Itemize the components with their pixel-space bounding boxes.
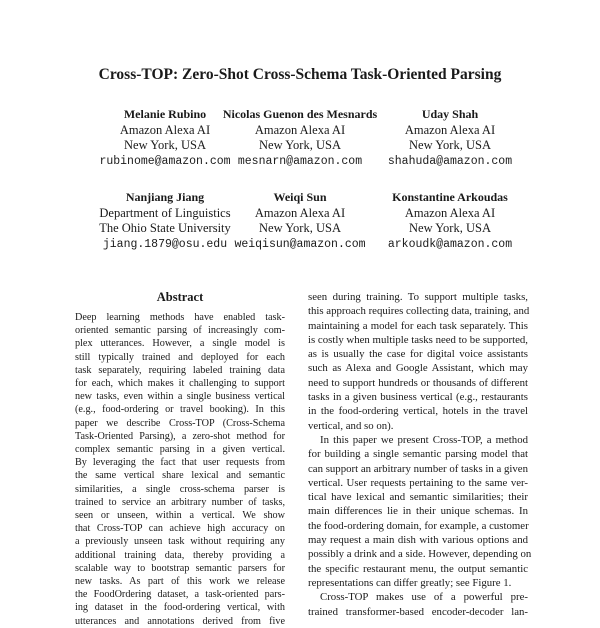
paper-title: Cross-TOP: Zero-Shot Cross-Schema Task-Oriented Parsing: [98, 66, 502, 83]
author-email: weiqisun@amazon.com: [234, 237, 366, 251]
author-email: shahuda@amazon.com: [387, 154, 513, 168]
text-line: is costly when multiple tasks need to be supported,: [308, 333, 528, 346]
abstract-heading: Abstract: [156, 290, 204, 304]
author-name: Weiqi Sun: [273, 190, 327, 204]
text-line: utterances and annotations derived from five: [75, 615, 285, 627]
text-line: the food-ordering domain, for example, a customer: [308, 519, 529, 532]
text-line: ing dataset in the food-ordering vertical, with: [75, 602, 285, 614]
text-line: In this paper we present Cross-TOP, a method: [320, 433, 528, 446]
text-line: complex semantic parsing in a given vertical.: [75, 444, 285, 456]
abstract-text: [75, 311, 285, 628]
text-line: for each, which makes it challenging to support: [75, 378, 285, 390]
author-affiliation: Amazon Alexa AI: [254, 205, 346, 220]
text-line: may request a main dish with various options and: [308, 534, 528, 547]
author-email: arkoudk@amazon.com: [387, 237, 513, 251]
text-line: new tasks, even within a single business vertical: [75, 391, 285, 403]
author-location: New York, USA: [259, 221, 341, 235]
text-line: such as Alexa and Google Assistant, which may: [308, 362, 528, 375]
author-location: The Ohio State University: [99, 221, 231, 235]
text-line: tical have lexical and semantic similarities; their: [308, 491, 528, 504]
author-affiliation: Department of Linguistics: [99, 205, 231, 220]
text-line: additional training data, thereby providing a: [75, 549, 285, 561]
text-line: this approach requires collecting data, training, and: [308, 305, 530, 318]
text-line: the same vertical share lexical and semantic: [75, 470, 285, 482]
text-line: vertical. User requests pertaining to the same ver-: [308, 476, 528, 489]
text-line: oriented semantic parsing of increasingly com-: [75, 325, 285, 337]
author-location: New York, USA: [409, 221, 491, 235]
text-line: can support an arbitrary number of tasks in a given: [308, 462, 528, 475]
author-name: Nanjiang Jiang: [125, 190, 205, 204]
text-line: a previously unseen task without requiring any: [75, 536, 285, 548]
text-line: task separately, requiring labeled training data: [75, 364, 285, 376]
author-affiliation: Amazon Alexa AI: [254, 122, 346, 137]
text-line: Cross-TOP makes use of a powerful pre-: [320, 591, 528, 604]
text-line: representations can differ greatly; see Figure 1.: [308, 576, 512, 589]
author-email: mesnarn@amazon.com: [237, 154, 363, 168]
text-line: need to support hundreds or thousands of different: [308, 376, 528, 389]
text-line: similarities, a single cross-schema parser is: [75, 483, 285, 495]
text-line: tasks in a given business vertical (e.g., restaurants: [308, 391, 528, 404]
author-block: [355, 190, 545, 252]
text-line: scalable way to bootstrap semantic parsers for: [75, 562, 285, 574]
text-line: as is usually the case for digital voice assistants: [308, 348, 528, 361]
text-line: the FoodOrdering dataset, a task-oriented pars-: [75, 589, 285, 601]
text-line: By leveraging the fact that user requests from: [75, 457, 285, 469]
text-line: Task-Oriented Parsing), a zero-shot method for: [75, 430, 285, 442]
text-line: for building a single semantic parsing model that: [308, 448, 528, 461]
author-affiliation: Amazon Alexa AI: [119, 122, 211, 137]
text-line: main differences lie in their unique schemas. In: [308, 505, 528, 518]
text-line: vertical, and so on).: [308, 419, 394, 432]
author-name: Uday Shah: [421, 107, 479, 121]
text-line: Deep learning methods have enabled task-: [75, 312, 285, 323]
text-line: the specific restaurant menu, the output semantic: [308, 562, 528, 575]
text-line: possibly a drink and a side. However, depending on: [308, 548, 532, 561]
author-location: New York, USA: [259, 138, 341, 152]
author-location: New York, USA: [124, 138, 206, 152]
text-line: new tasks. As part of this work we release: [75, 576, 285, 588]
author-location: New York, USA: [409, 138, 491, 152]
author-name: Melanie Rubino: [123, 107, 207, 121]
text-line: plex utterances. However, a single model is: [75, 338, 285, 350]
text-line: trained transformer-based encoder-decoder lan-: [308, 605, 528, 618]
introduction-text: [308, 290, 532, 619]
author-block: [355, 107, 545, 169]
author-email: jiang.1879@osu.edu: [102, 237, 228, 251]
author-affiliation: Amazon Alexa AI: [404, 122, 496, 137]
text-line: in the food-ordering vertical, hotels in the travel: [308, 405, 528, 418]
author-name: Konstantine Arkoudas: [392, 190, 508, 204]
text-line: (e.g., food-ordering or travel booking). In this: [75, 404, 285, 416]
author-name: Nicolas Guenon des Mesnards: [222, 107, 378, 121]
text-line: seen during training. To support multiple tasks,: [308, 291, 528, 303]
text-line: paper we describe Cross-TOP (Cross-Schema: [75, 417, 285, 429]
text-line: that Cross-TOP can achieve high accuracy on: [75, 523, 285, 535]
text-line: maintaining a model for each task separately. This: [308, 319, 528, 332]
text-line: seen or unseen, within a vertical. We show: [75, 510, 285, 522]
text-line: trained to service an arbitrary number of tasks,: [75, 496, 285, 508]
author-email: rubinome@amazon.com: [99, 154, 231, 168]
author-affiliation: Amazon Alexa AI: [404, 205, 496, 220]
text-line: still typically trained and deployed for each: [75, 351, 285, 363]
